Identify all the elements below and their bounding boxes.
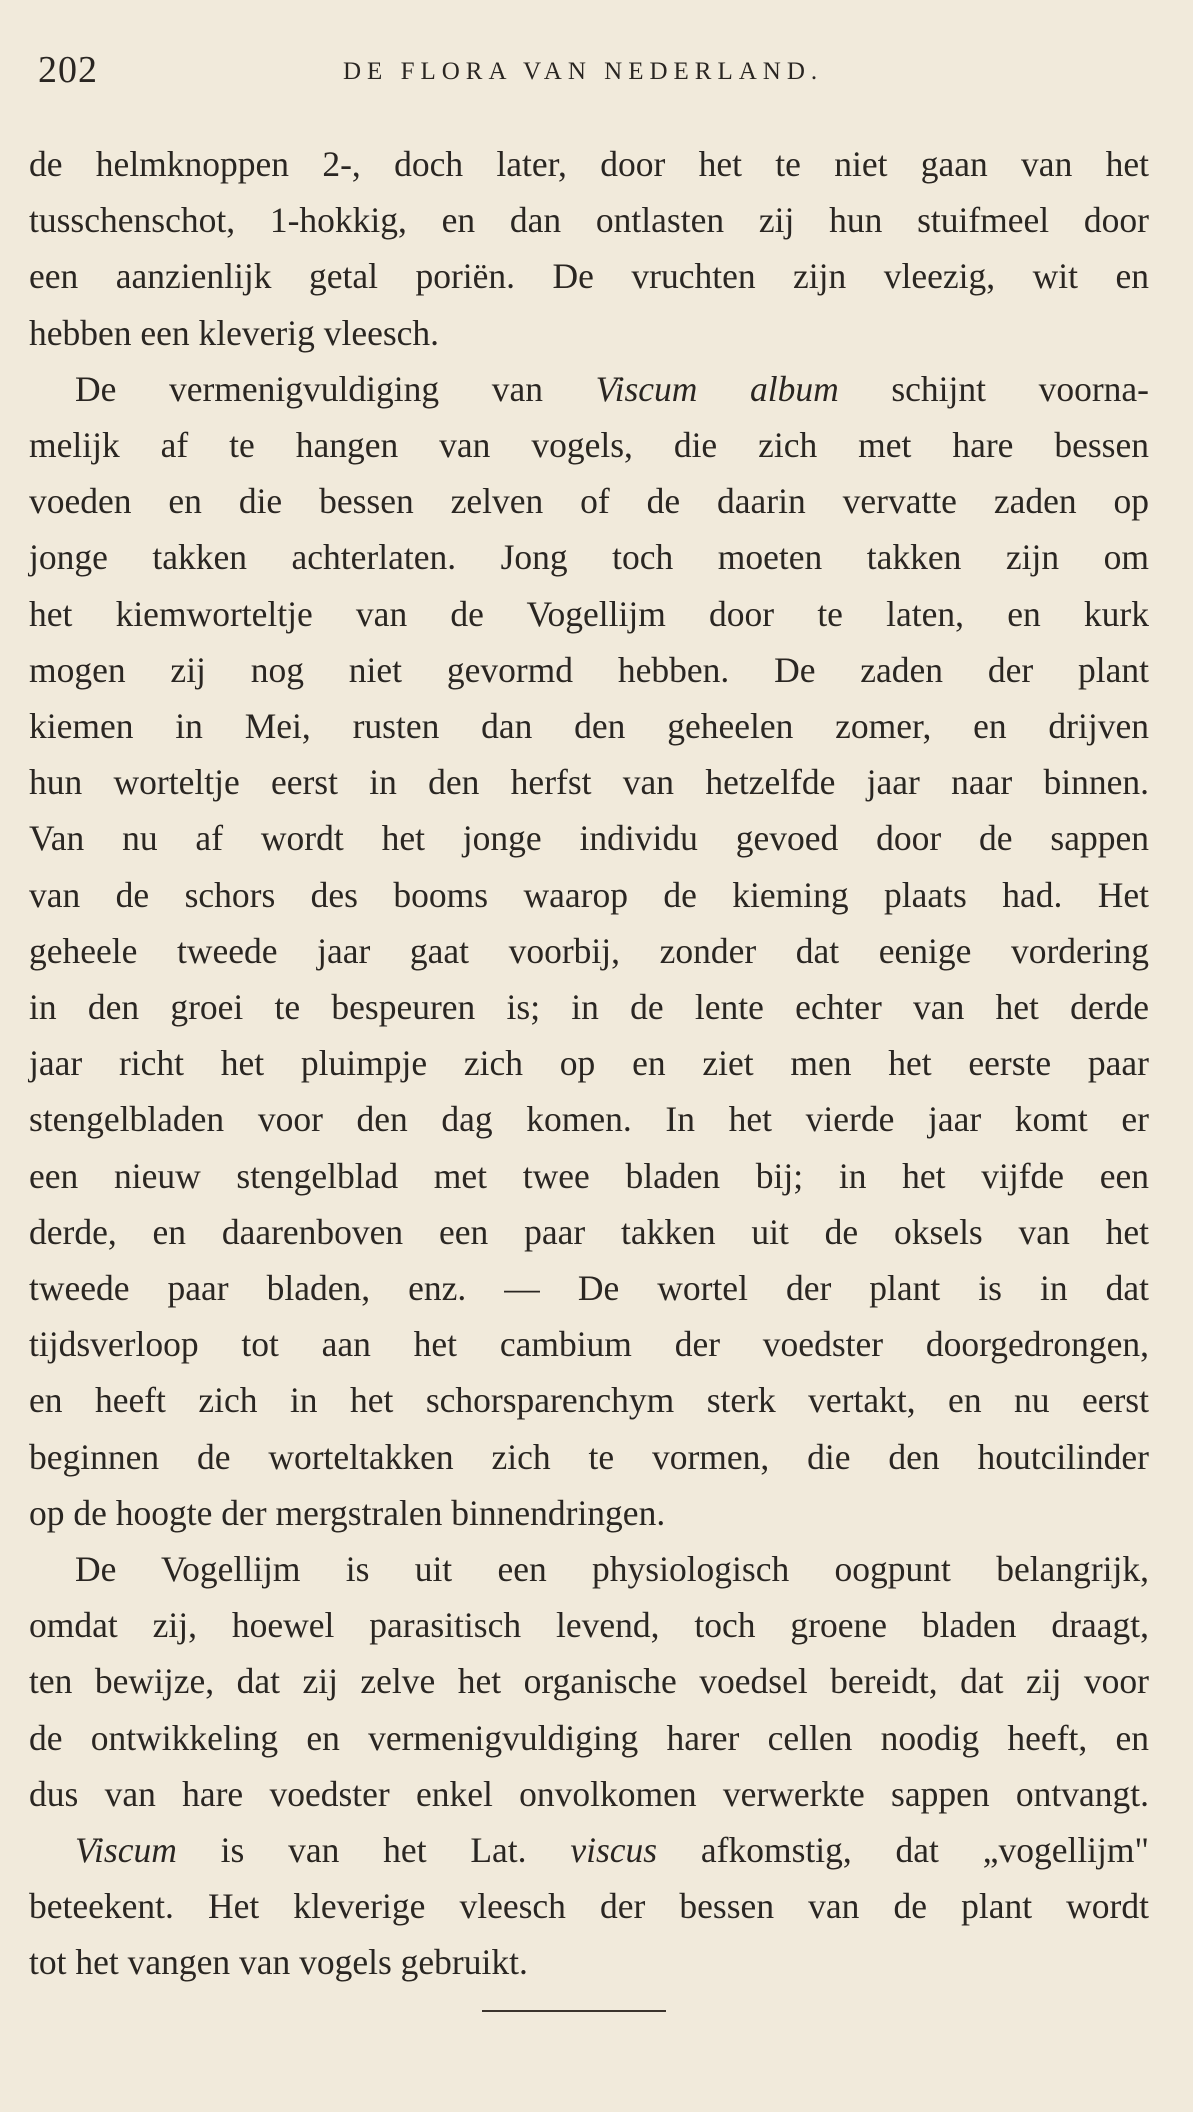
text-segment: stengelbladen voor den dag komen. In het vierde jaar komt er (29, 1099, 1149, 1140)
text-segment: het kiemworteltje van de Vogellijm door te laten, en kurk (29, 593, 1149, 634)
text-line (29, 590, 1149, 638)
text-segment: in den groei te bespeuren is; in de lente echter van het derde (29, 987, 1149, 1027)
text-segment: derde, en daarenboven een paar takken uit de oksels van het (29, 1211, 1149, 1252)
text-segment: ten bewijze, dat zij zelve het organische voedsel bereidt, dat zij voor (29, 1661, 1149, 1702)
text-line (29, 1770, 1149, 1818)
text-line (29, 533, 1149, 581)
text-line (29, 309, 1149, 357)
text-line (29, 1095, 1149, 1143)
text-segment: schijnt voorna- (838, 368, 1150, 409)
text-segment: tweede paar bladen, enz. — De wortel der plant is in dat (29, 1268, 1149, 1308)
text-line (29, 1714, 1149, 1762)
text-segment: tijdsverloop tot aan het cambium der voedster doorgedrongen, (29, 1324, 1149, 1365)
text-line (29, 477, 1149, 525)
italic-term: Viscum album (595, 368, 839, 409)
running-title: DE FLORA VAN NEDERLAND. (343, 58, 824, 85)
text-line (29, 1882, 1149, 1930)
italic-term: viscus (570, 1830, 658, 1870)
text-segment: en heeft zich in het schorsparenchym sterk vertakt, en nu eerst (29, 1380, 1149, 1421)
text-segment: afkomstig, dat „vogellijm" (657, 1830, 1150, 1870)
text-line (29, 1433, 1149, 1481)
text-line (29, 140, 1149, 188)
text-line (29, 646, 1149, 694)
text-segment: de ontwikkeling en vermenigvuldiging harer cellen noodig heeft, en (29, 1717, 1149, 1758)
text-segment: De Vogellijm is uit een physiologisch oogpunt belangrijk, (75, 1549, 1149, 1589)
text-segment: een nieuw stengelblad met twee bladen bij; in het vijfde een (29, 1155, 1149, 1196)
text-segment: van de schors des booms waarop de kieming plaats had. Het (29, 874, 1149, 915)
text-segment: omdat zij, hoewel parasitisch levend, toch groene bladen draagt, (29, 1605, 1149, 1646)
text-line (29, 252, 1149, 300)
italic-term: Viscum (75, 1830, 177, 1870)
page-number: 202 (38, 49, 98, 91)
text-segment: geheele tweede jaar gaat voorbij, zonder dat eenige vordering (29, 930, 1149, 971)
text-line (29, 758, 1149, 806)
text-line (29, 983, 1149, 1031)
text-line (29, 702, 1149, 750)
text-segment: jaar richt het pluimpje zich op en ziet men het eerste paar (29, 1043, 1149, 1084)
text-segment: jonge takken achterlaten. Jong toch moeten takken zijn om (29, 537, 1149, 578)
text-segment: Van nu af wordt het jonge individu gevoed door de sappen (29, 818, 1149, 859)
text-segment: beginnen de worteltakken zich te vormen, die den houtcilinder (29, 1436, 1149, 1477)
section-rule (482, 2010, 666, 2012)
text-line (75, 365, 1149, 413)
text-segment: tusschenschot, 1-hokkig, en dan ontlasten zij hun stuifmeel door (29, 200, 1149, 241)
text-segment: tot het vangen van vogels gebruikt. (29, 1942, 528, 1983)
text-line (29, 1489, 1149, 1537)
text-line (29, 196, 1149, 244)
text-line (75, 1826, 1149, 1874)
text-segment: mogen zij nog niet gevormd hebben. De zaden der plant (29, 649, 1149, 690)
page-header (38, 48, 1138, 98)
text-segment: is van het Lat. (176, 1830, 571, 1870)
text-segment: kiemen in Mei, rusten dan den geheelen zomer, en drijven (29, 706, 1149, 746)
text-segment: de helmknoppen 2-, doch later, door het te niet gaan van het (29, 144, 1149, 184)
text-segment: De vermenigvuldiging van (75, 368, 596, 409)
text-line (29, 927, 1149, 975)
text-line (29, 1320, 1149, 1368)
text-segment: beteekent. Het kleverige vleesch der bessen van de plant wordt (29, 1886, 1149, 1927)
text-line (29, 1039, 1149, 1087)
text-segment: voeden en die bessen zelven of de daarin vervatte zaden op (29, 481, 1149, 522)
text-line (29, 1657, 1149, 1705)
text-line (29, 1208, 1149, 1256)
text-segment: op de hoogte der mergstralen binnendringen. (29, 1492, 666, 1533)
text-segment: een aanzienlijk getal poriën. De vruchten zijn vleezig, wit en (29, 256, 1149, 297)
text-segment: melijk af te hangen van vogels, die zich met hare bessen (29, 425, 1149, 465)
text-line (29, 1152, 1149, 1200)
text-line (29, 814, 1149, 862)
text-line (75, 1545, 1149, 1593)
text-line (29, 1264, 1149, 1312)
text-segment: hebben een kleverig vleesch. (29, 312, 440, 353)
text-segment: hun worteltje eerst in den herfst van hetzelfde jaar naar binnen. (29, 762, 1149, 803)
text-line (29, 1938, 1149, 1986)
text-line (29, 1601, 1149, 1649)
text-segment: dus van hare voedster enkel onvolkomen verwerkte sappen ontvangt. (29, 1773, 1149, 1814)
text-line (29, 421, 1149, 469)
text-line (29, 1376, 1149, 1424)
text-line (29, 871, 1149, 919)
